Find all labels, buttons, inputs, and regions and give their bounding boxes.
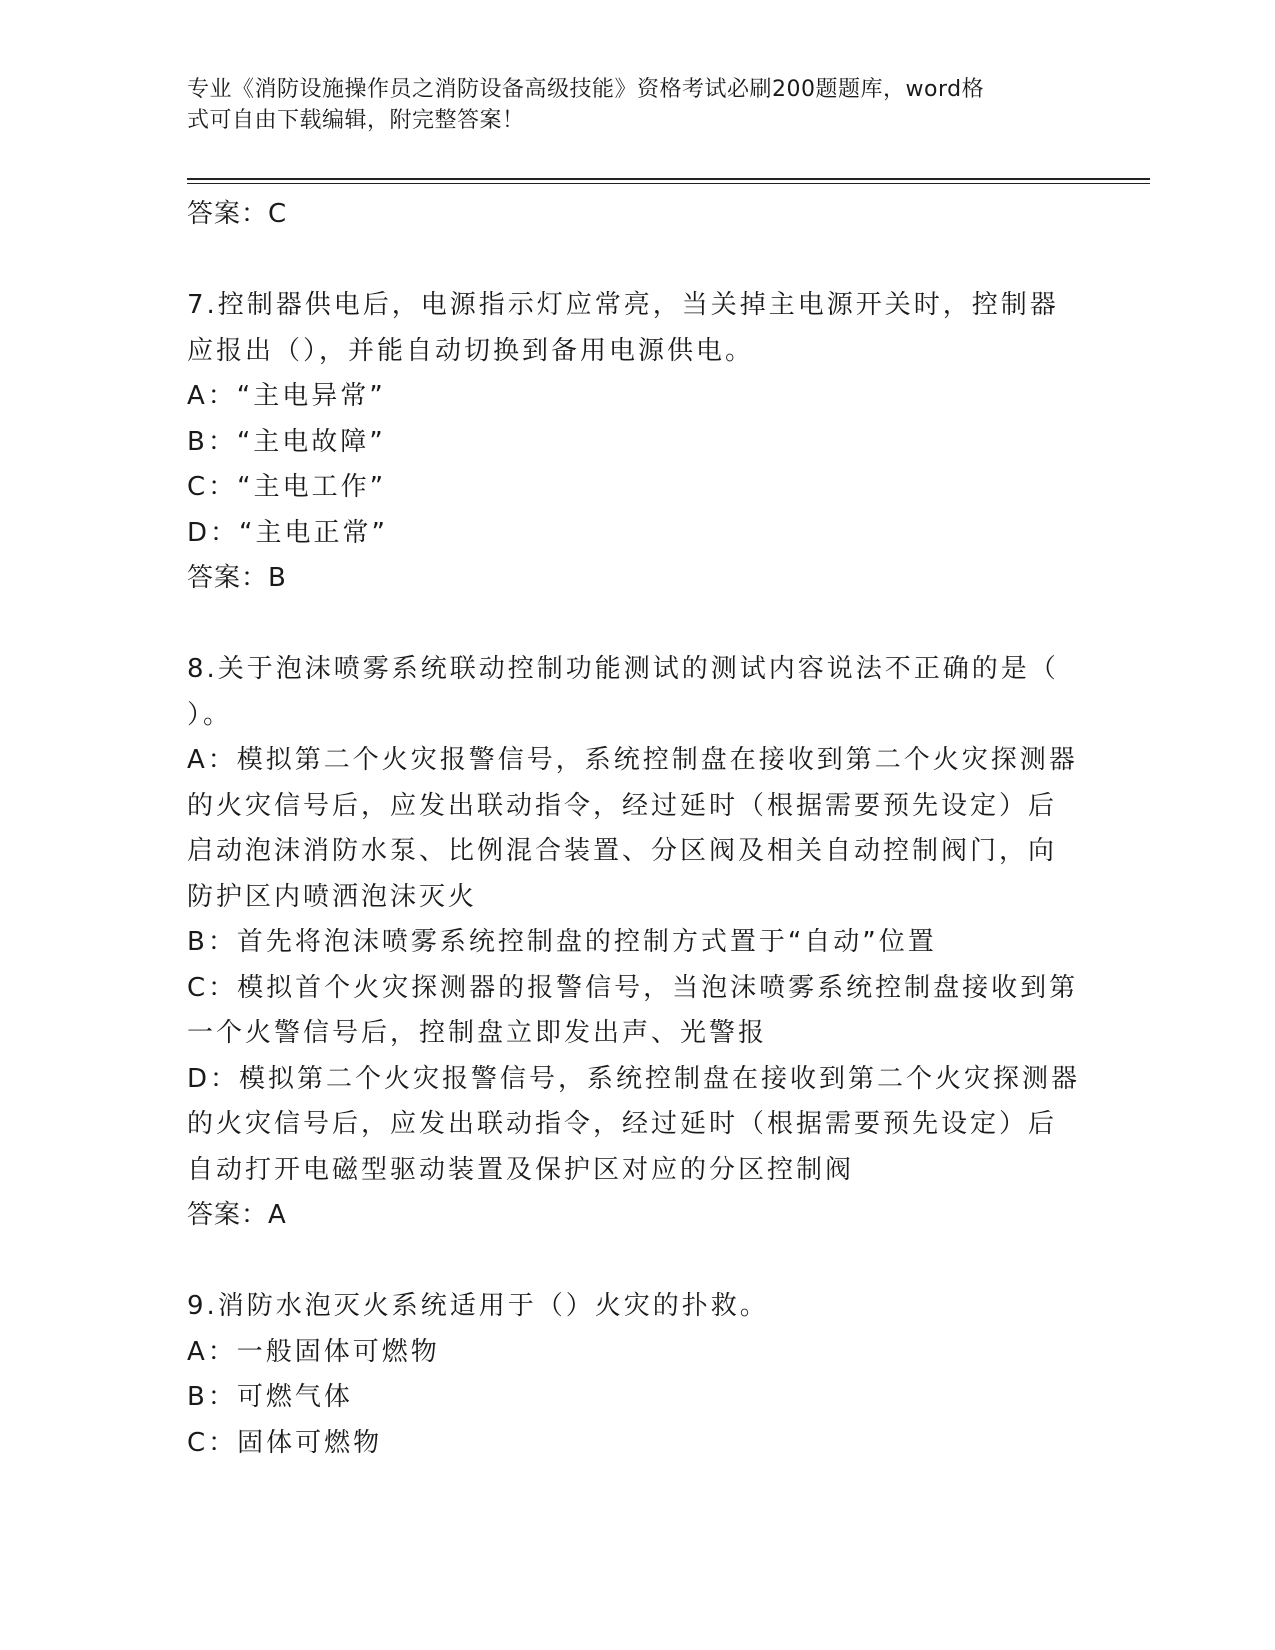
header-rule-thin [187, 183, 1150, 184]
document-header [187, 74, 1067, 136]
question-8-option-c-line-2: 一个火警信号后，控制盘立即发出声、光警报 [187, 1018, 768, 1048]
question-8-option-b: B：首先将泡沫喷雾系统控制盘的控制方式置于“自动”位置 [187, 927, 937, 957]
spacer [187, 602, 1087, 648]
question-8-option-c-line-1: C：模拟首个火灾探测器的报警信号，当泡沫喷雾系统控制盘接收到第 [187, 972, 1079, 1003]
header-line-1: 专业《消防设施操作员之消防设备高级技能》资格考试必刷200题题库，word格 [187, 77, 985, 102]
spacer [187, 1239, 1087, 1285]
question-8-option-d-line-3: 自动打开电磁型驱动装置及保护区对应的分区控制阀 [187, 1154, 855, 1185]
question-content [187, 192, 1087, 1466]
question-7-answer: 答案：B [187, 563, 287, 593]
header-line-2: 式可自由下载编辑，附完整答案！ [187, 108, 525, 133]
question-9-stem-1: 9.消防水泡灭火系统适用于（）火灾的扑救。 [187, 1291, 769, 1321]
question-8-option-a-line-1: A：模拟第二个火灾报警信号，系统控制盘在接收到第二个火灾探测器 [187, 745, 1078, 775]
question-7-option-d: D：“主电正常” [187, 517, 388, 548]
question-8-answer: 答案：A [187, 1200, 287, 1230]
question-8-option-a-line-4: 防护区内喷洒泡沫灭火 [187, 881, 478, 912]
question-7-option-b: B：“主电故障” [187, 426, 386, 457]
question-7-option-a: A：“主电异常” [187, 381, 386, 411]
question-8-option-a-line-3: 启动泡沫消防水泵、比例混合装置、分区阀及相关自动控制阀门，向 [187, 836, 1058, 866]
question-7-stem-2: 应报出（），并能自动切换到备用电源供电。 [187, 335, 755, 366]
question-8-option-d-line-1: D：模拟第二个火灾报警信号，系统控制盘在接收到第二个火灾探测器 [187, 1063, 1081, 1094]
spacer [187, 238, 1087, 284]
question-8-option-a-line-2: 的火灾信号后，应发出联动指令，经过延时（根据需要预先设定）后 [187, 790, 1058, 821]
question-7-stem-1: 7.控制器供电后，电源指示灯应常亮，当关掉主电源开关时，控制器 [187, 290, 1059, 320]
question-8 [187, 647, 1087, 1239]
question-9 [187, 1284, 1087, 1466]
question-7-option-c: C：“主电工作” [187, 472, 387, 502]
header-rule-thick [187, 178, 1150, 180]
question-8-stem-1: 8.关于泡沫喷雾系统联动控制功能测试的测试内容说法不正确的是（ [187, 654, 1059, 684]
question-8-option-d-line-2: 的火灾信号后，应发出联动指令，经过延时（根据需要预先设定）后 [187, 1109, 1058, 1139]
question-9-option-a: A：一般固体可燃物 [187, 1336, 440, 1367]
question-9-option-c: C：固体可燃物 [187, 1427, 383, 1458]
question-8-stem-2: ）。 [187, 699, 233, 730]
previous-answer: 答案：C [187, 199, 288, 229]
question-9-option-b: B：可燃气体 [187, 1382, 353, 1412]
question-7 [187, 283, 1087, 602]
